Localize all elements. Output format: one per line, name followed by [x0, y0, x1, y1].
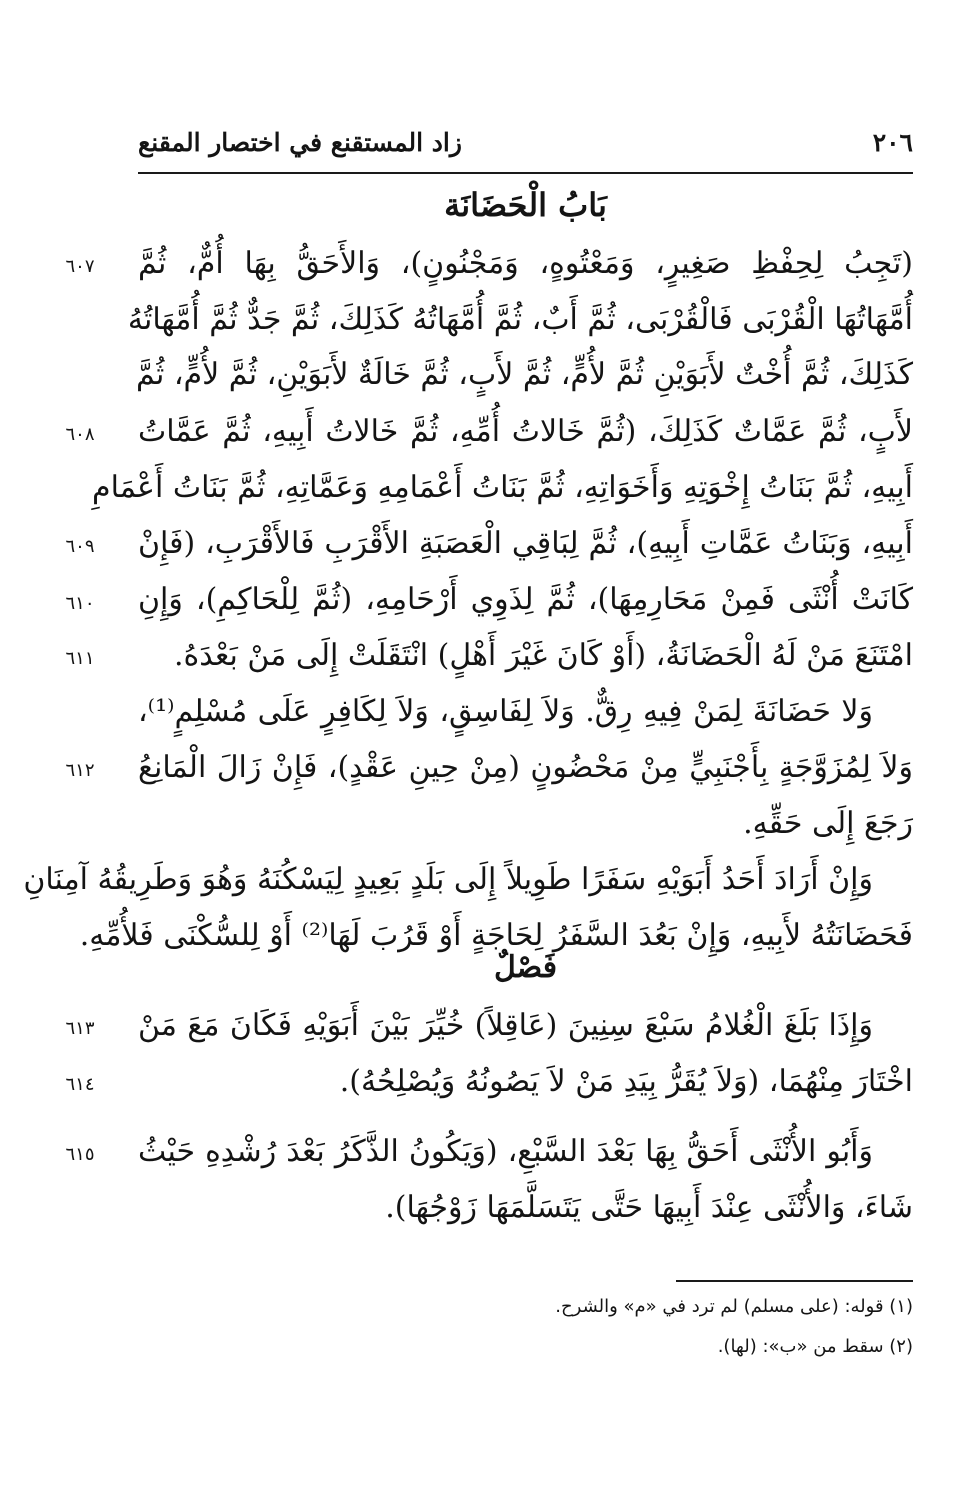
margin-number: ٦٠٧ — [65, 256, 95, 277]
page-number: ٢٠٦ — [872, 128, 913, 157]
margin-number: ٦١٣ — [65, 1018, 95, 1039]
section-title: فَصْلٌ — [493, 950, 558, 985]
header-divider — [138, 172, 913, 174]
text-line: لأَبٍ، ثُمَّ عَمَّاتٌ كَذَلِكَ، (ثُمَّ خَالاتُ أُمِّهِ، ثُمَّ خَالاتُ أَبِيهِ، ثُمَّ عَمَّاتُ — [138, 414, 913, 449]
text-line: (تَجِبُ لِحِفْظِ صَغِيرٍ، وَمَعْتُوهٍ، وَمَجْنُونٍ)، وَالأَحَقُّ بِهَا أُمٌّ، ثُمَّ — [138, 246, 913, 281]
text-line: وَلا حَضَانَةَ لِمَنْ فِيهِ رِقٌّ. وَلاَ لِفَاسِقٍ، وَلاَ لِكَافِرٍ عَلَى مُسْلِمٍ⁽¹⁾، — [138, 694, 873, 729]
text-line: رَجَعَ إِلَى حَقِّهِ. — [743, 806, 913, 841]
book-title: زاد المستقنع في اختصار المقنع — [138, 128, 462, 157]
text-line: أَبِيهِ، وَبَنَاتُ عَمَّاتِ أَبِيهِ)، ثُمَّ لِبَاقِي الْعَصَبَةِ الأَقْرَبِ فَالأَقْرَبِ، (فَإِنْ — [138, 526, 913, 561]
text-line: اخْتَارَ مِنْهُمَا، (وَلاَ يُقَرُّ بِيَدِ مَنْ لاَ يَصُونُهُ وَيُصْلِحُهُ). — [339, 1064, 913, 1099]
text-line: كَذَلِكَ، ثُمَّ أُخْتٌ لأَبَوَيْنِ ثُمَّ لأُمٍّ، ثُمَّ لأَبٍ، ثُمَّ خَالَةٌ لأَبَوَيْنِ، ثُمَّ لأُمٍّ، ثُمَّ — [136, 357, 913, 392]
text-line: شَاءَ، وَالأُنْثَى عِنْدَ أَبِيهَا حَتَّى يَتَسَلَّمَهَا زَوْجُهَا). — [385, 1190, 913, 1225]
footnote: (٢) سقط من «ب»: (لها). — [717, 1336, 913, 1357]
chapter-title: بَابُ الْحَضَانَة — [444, 186, 607, 224]
footnote: (١) قوله: (على مسلم) لم ترد في «م» والشرح. — [555, 1296, 913, 1317]
margin-number: ٦١٥ — [65, 1144, 95, 1165]
margin-number: ٦١٤ — [65, 1074, 95, 1095]
text-line: وَإِذَا بَلَغَ الْغُلامُ سَبْعَ سِنِينَ (عَاقِلاً) خُيِّرَ بَيْنَ أَبَوَيْهِ فَكَانَ مَعَ مَنْ — [138, 1008, 873, 1043]
text-line: أُمَّهَاتُهَا الْقُرْبَى فَالْقُرْبَى، ثُمَّ أَبٌ، ثُمَّ أُمَّهَاتُهُ كَذَلِكَ، ثُمَّ جَدٌّ ثُمَّ أُمَّهَاتُهُ — [127, 302, 913, 337]
text-line: فَحَضَانَتُهُ لأَبِيهِ، وَإِنْ بَعُدَ السَّفَرُ لِحَاجَةٍ أَوْ قَرُبَ لَهَا⁽²⁾ أَوْ لِلسُّكْنَى فَلأُمِّهِ. — [79, 918, 913, 953]
text-line: كَانَتْ أُنْثَى فَمِنْ مَحَارِمِهَا)، ثُمَّ لِذَوِي أَرْحَامِهِ، (ثُمَّ لِلْحَاكِمِ)، وَإِنِ — [138, 582, 913, 617]
margin-number: ٦٠٨ — [65, 424, 95, 445]
text-line: وَإِنْ أَرَادَ أَحَدُ أَبَوَيْهِ سَفَرًا طَوِيلاً إِلَى بَلَدٍ بَعِيدٍ لِيَسْكُنَهُ وَهُوَ وَطَرِيقُهُ آمِنَانِ — [23, 862, 873, 897]
text-line: وَأَبُو الأُنْثَى أَحَقُّ بِهَا بَعْدَ السَّبْعِ، (وَيَكُونُ الذَّكَرُ بَعْدَ رُشْدِهِ حَيْثُ — [138, 1134, 873, 1169]
text-line: وَلاَ لِمُزَوَّجَةٍ بِأَجْنَبِيٍّ مِنْ مَحْضُونٍ (مِنْ حِينِ عَقْدٍ)، فَإِنْ زَالَ الْمَانِعُ — [138, 750, 913, 785]
running-header — [138, 120, 913, 172]
text-line: أَبِيهِ، ثُمَّ بَنَاتُ إِخْوَتِهِ وَأَخَوَاتِهِ، ثُمَّ بَنَاتُ أَعْمَامِهِ وَعَمَّاتِهِ، ثُمَّ بَنَاتُ أَعْمَامِ — [92, 470, 913, 505]
margin-number: ٦١١ — [65, 648, 95, 669]
text-line: امْتَنَعَ مَنْ لَهُ الْحَضَانَةُ، (أَوْ كَانَ غَيْرَ أَهْلٍ) انْتَقَلَتْ إِلَى مَنْ بَعْدَهُ. — [174, 638, 913, 673]
margin-number: ٦١٠ — [65, 593, 95, 614]
margin-number: ٦١٢ — [65, 760, 95, 781]
footnote-divider — [676, 1280, 913, 1282]
margin-number: ٦٠٩ — [65, 536, 95, 557]
